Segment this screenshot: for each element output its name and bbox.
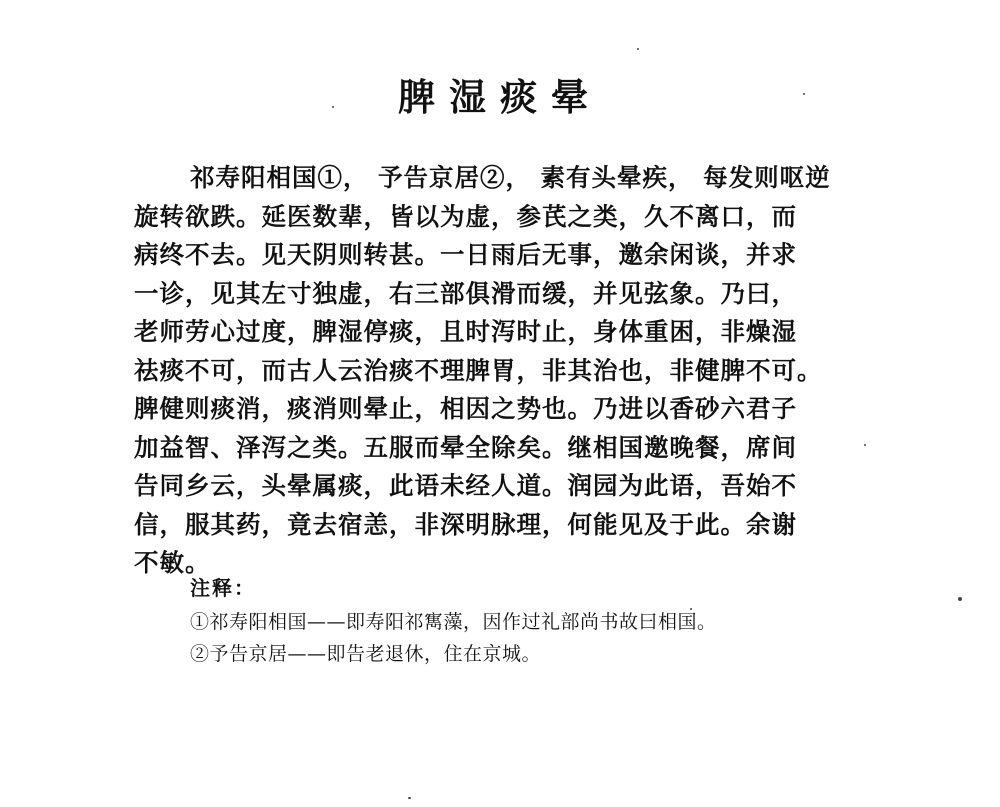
body-line: 脾健则痰消，痰消则晕止，相因之势也。乃进以香砂六君子	[134, 394, 797, 423]
scan-speck	[637, 48, 639, 50]
scan-speck	[332, 106, 334, 108]
document-title: 脾湿痰晕	[398, 75, 602, 119]
body-line: 病终不去。见天阴则转甚。一日雨后无事，邀余闲谈，并求	[134, 240, 797, 269]
body-line: 老师劳心过度，脾湿停痰，且时泻时止，身体重困，非燥湿	[134, 317, 797, 346]
body-line: 信，服其药，竟去宿恙，非深明脉理，何能见及于此。余谢	[134, 509, 797, 539]
body-line: 告同乡云，头晕属痰，此语未经人道。润园为此语，吾始不	[134, 471, 797, 500]
body-line: 一诊，见其左寸独虚，右三部俱滑而缓，并见弦象。乃曰，	[134, 278, 797, 308]
scan-speck	[864, 444, 866, 446]
body-line: 不敏。	[134, 548, 211, 577]
note-item: ①祁寿阳相国——即寿阳祁寯藻，因作过礼部尚书故曰相国。	[190, 611, 717, 633]
scan-speck	[408, 797, 411, 799]
scan-speck	[803, 93, 805, 95]
body-line: 祁寿阳相国①， 予告京居②， 素有头晕疾， 每发则呕逆	[190, 163, 831, 192]
scan-speck	[690, 608, 692, 610]
body-text	[134, 159, 874, 583]
note-item: ②予告京居——即告老退休，住在京城。	[190, 643, 542, 665]
notes-section	[190, 570, 890, 670]
body-line: 祛痰不可，而古人云治痰不理脾胃，非其治也，非健脾不可。	[134, 355, 823, 385]
scan-speck	[958, 597, 962, 601]
body-line: 旋转欲跌。延医数辈，皆以为虚，参芪之类，久不离口，而	[134, 201, 797, 231]
notes-heading: 注释：	[190, 576, 256, 600]
body-line: 加益智、泽泻之类。五服而晕全除矣。继相国邀晚餐，席间	[134, 432, 797, 462]
